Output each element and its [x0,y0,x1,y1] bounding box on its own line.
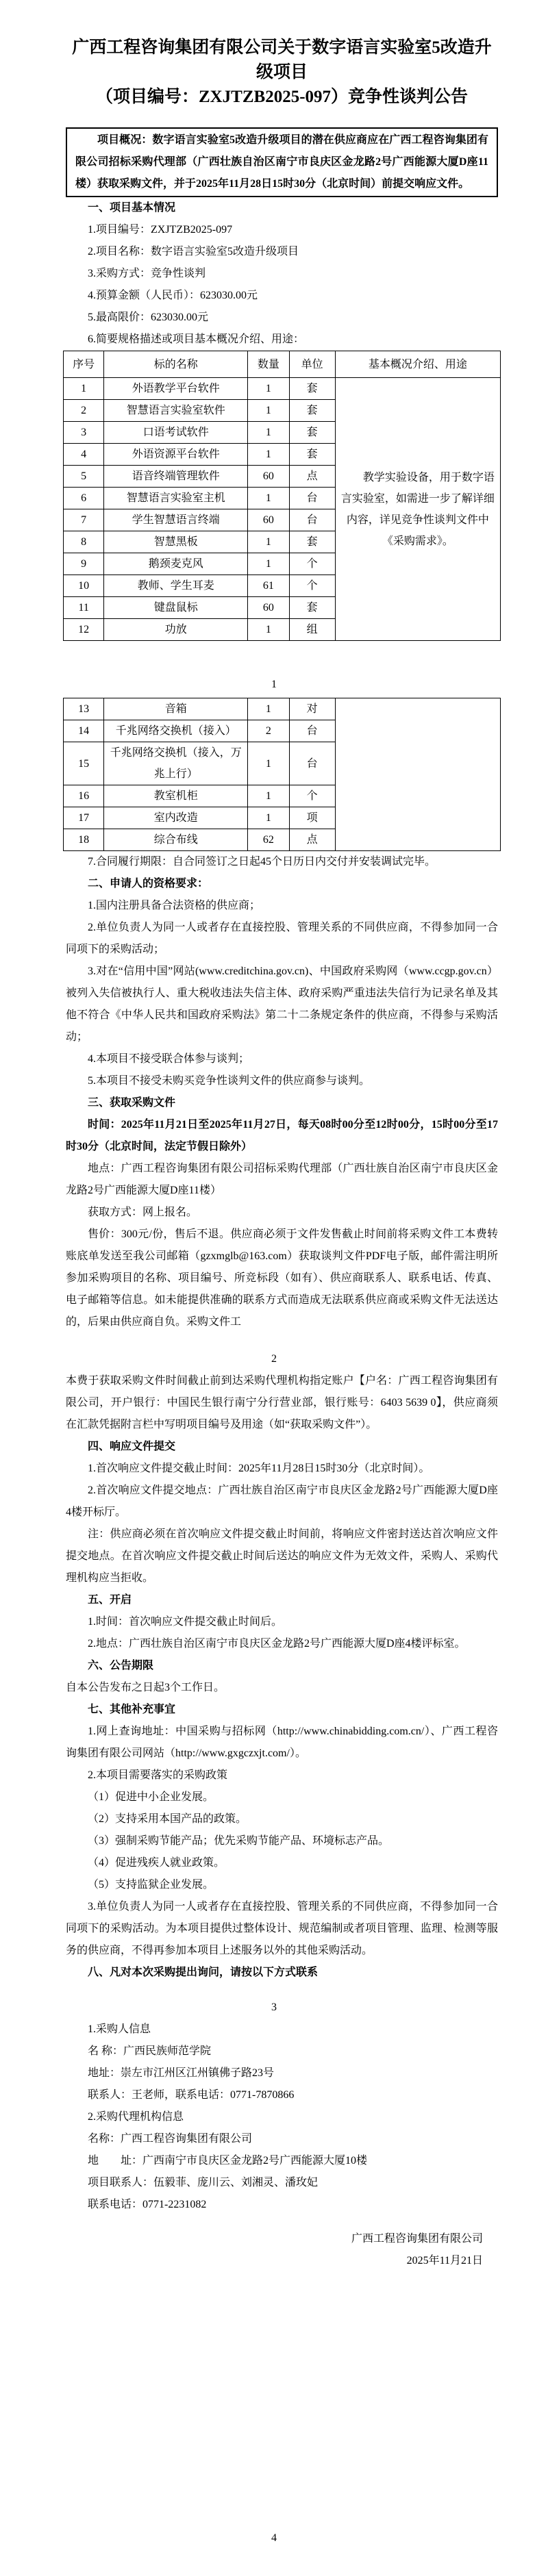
title-line-1: 广西工程咨询集团有限公司关于数字语言实验室5改造升级项目 [72,38,492,81]
cell-name: 综合布线 [104,829,248,851]
cell-seq: 14 [64,720,104,742]
qualification-item-5: 5.本项目不接受未购买竞争性谈判文件的供应商参与谈判。 [88,1075,371,1087]
page-number: 1 [271,679,277,690]
obtain-time: 时间：2025年11月21日至2025年11月27日，每天08时00分至12时00分，15时00分至17时30分（北京时间，法定节假日除外） [66,1119,498,1152]
submission-place: 2.首次响应文件提交地点：广西壮族自治区南宁市良庆区金龙路2号广西能源大厦D座4楼开标厅。 [66,1485,498,1518]
cell-seq: 18 [64,829,104,851]
cell-qty: 1 [248,531,289,553]
table-row [64,378,501,400]
cell-unit: 台 [289,509,335,531]
cell-name: 外语教学平台软件 [104,378,248,400]
cell-seq: 7 [64,509,104,531]
agency-name: 名称：广西工程咨询集团有限公司 [88,2133,253,2145]
cell-unit: 个 [289,575,335,597]
cell-unit: 套 [289,597,335,619]
policy-item-4: （4）促进残疾人就业政策。 [88,1857,225,1869]
cell-unit: 套 [289,400,335,422]
cell-qty: 1 [248,488,289,509]
cell-unit: 点 [289,466,335,488]
col-header-seq: 序号 [64,351,104,378]
cell-seq: 12 [64,619,104,641]
submission-deadline: 1.首次响应文件提交截止时间：2025年11月28日15时30分（北京时间）。 [88,1463,430,1474]
agency-info-label: 2.采购代理机构信息 [88,2111,184,2123]
cell-unit: 对 [289,698,335,720]
cell-name: 语音终端管理软件 [104,466,248,488]
cell-unit: 个 [289,553,335,575]
agency-contacts: 项目联系人：伍毅菲、庞川云、刘湘灵、潘玫妃 [88,2177,319,2188]
policy-item-1: （1）促进中小企业发展。 [88,1791,214,1803]
cell-qty: 1 [248,378,289,400]
cell-name: 教室机柜 [104,785,248,807]
col-header-qty: 数量 [248,351,289,378]
cell-seq: 4 [64,444,104,466]
col-header-desc: 基本概况介绍、用途 [335,351,500,378]
cell-qty: 1 [248,400,289,422]
table-header-row [64,351,501,378]
cell-unit: 项 [289,807,335,829]
policy-item-3: （3）强制采购节能产品；优先采购节能产品、环境标志产品。 [88,1835,390,1847]
section-5-heading: 五、开启 [88,1594,132,1606]
qualification-item-1: 1.国内注册具备合法资格的供应商； [88,900,261,911]
cell-seq: 5 [64,466,104,488]
obtain-method: 获取方式：网上报名。 [88,1207,198,1218]
cell-qty: 2 [248,720,289,742]
cell-name: 口语考试软件 [104,422,248,444]
doc-price-paragraph-part2: 本费于获取采购文件时间截止前到达采购代理机构指定账户【户名：广西工程咨询集团有限公司，开户银行：中国民生银行南宁分行营业部，银行账号：6403 5639 0】，供应商须在汇款凭据附言栏中写明项目编号及用途（如“获取采购文件”）。 [66,1375,498,1430]
signature-date: 2025年11月21日 [406,2255,483,2266]
cell-unit: 台 [289,742,335,785]
cell-unit: 套 [289,378,335,400]
cell-seq: 1 [64,378,104,400]
title-line-2: （项目编号：ZXJTZB2025-097）竞争性谈判公告 [95,88,469,106]
cell-unit: 套 [289,422,335,444]
cell-unit: 套 [289,531,335,553]
opening-place: 2.地点：广西壮族自治区南宁市良庆区金龙路2号广西能源大厦D座4楼评标室。 [88,1638,466,1650]
cell-qty: 1 [248,553,289,575]
cell-qty: 1 [248,422,289,444]
cell-name: 千兆网络交换机（接入，万兆上行） [104,742,248,785]
section-2-heading: 二、申请人的资格要求： [88,878,209,889]
submission-note: 注：供应商必须在首次响应文件提交截止时间前，将响应文件密封送达首次响应文件提交地点。在首次响应文件提交截止时间后送达的响应文件为无效文件，采购人、采购代理机构应当拒收。 [66,1528,498,1584]
cell-name: 外语资源平台软件 [104,444,248,466]
qualification-item-4: 4.本项目不接受联合体参与谈判； [88,1053,250,1065]
purchaser-name: 名 称：广西民族师范学院 [88,2045,212,2057]
cell-name: 室内改造 [104,807,248,829]
cell-seq: 9 [64,553,104,575]
purchaser-address: 地址：崇左市江州区江州镇佛子路23号 [88,2067,275,2079]
purchaser-info-label: 1.采购人信息 [88,2023,151,2035]
col-header-name: 标的名称 [104,351,248,378]
policy-item-5: （5）支持监狱企业发展。 [88,1879,214,1891]
cell-name: 教师、学生耳麦 [104,575,248,597]
cell-qty: 1 [248,619,289,641]
cell-qty: 1 [248,785,289,807]
goods-table-page-2 [63,698,501,851]
max-price: 5.最高限价：623030.00元 [88,312,209,323]
cell-unit: 套 [289,444,335,466]
table-row [64,698,501,720]
obtain-place: 地点：广西工程咨询集团有限公司招标采购代理部（广西壮族自治区南宁市良庆区金龙路2号广西能源大厦D座11楼） [66,1163,498,1196]
cell-seq: 3 [64,422,104,444]
table-note-cell-empty [335,698,500,851]
section-4-heading: 四、响应文件提交 [88,1441,176,1452]
section-6-heading: 六、公告期限 [88,1660,154,1671]
cell-name: 学生智慧语言终端 [104,509,248,531]
section-3-heading: 三、获取采购文件 [88,1097,176,1109]
page-title [66,36,498,110]
cell-qty: 60 [248,509,289,531]
section-8-heading: 八、凡对本次采购提出询问，请按以下方式联系 [88,1967,319,1978]
procurement-method: 3.采购方式：竞争性谈判 [88,268,206,279]
cell-name: 智慧黑板 [104,531,248,553]
page-number: 4 [271,2532,277,2544]
cell-unit: 个 [289,785,335,807]
cell-seq: 8 [64,531,104,553]
online-query-address: 1.网上查询地址：中国采购与招标网（http://www.chinabidding.com.cn/）、广西工程咨询集团有限公司网站（http://www.gxgczxjt.com/）。 [66,1726,498,1759]
page-number: 3 [271,2002,277,2013]
announcement-period-text: 自本公告发布之日起3个工作日。 [66,1682,225,1693]
cell-name: 智慧语言实验室软件 [104,400,248,422]
cell-seq: 13 [64,698,104,720]
cell-name: 键盘鼠标 [104,597,248,619]
cell-unit: 台 [289,488,335,509]
contract-period: 7.合同履行期限：自合同签订之日起45个日历日内交付并安装调试完毕。 [88,856,436,868]
cell-seq: 11 [64,597,104,619]
project-number: 1.项目编号：ZXJTZB2025-097 [88,224,233,236]
goods-table-page-1 [63,351,501,641]
purchaser-contact: 联系人：王老师，联系电话：0771-7870866 [88,2089,295,2101]
spec-intro-label: 6.简要规格描述或项目基本概况介绍、用途： [88,333,305,345]
cell-qty: 60 [248,597,289,619]
agency-phone: 联系电话：0771-2231082 [88,2199,207,2210]
cell-seq: 17 [64,807,104,829]
cell-name: 音箱 [104,698,248,720]
qualification-item-2: 2.单位负责人为同一人或者存在直接控股、管理关系的不同供应商，不得参加同一合同项下的采购活动； [66,922,498,955]
project-overview-box [66,127,498,197]
cell-name: 鹅颈麦克风 [104,553,248,575]
procurement-policy-label: 2.本项目需要落实的采购政策 [88,1769,228,1781]
agency-address: 地 址：广西南宁市良庆区金龙路2号广西能源大厦10楼 [88,2155,368,2167]
cell-unit: 台 [289,720,335,742]
signature-company: 广西工程咨询集团有限公司 [351,2233,483,2245]
project-name: 2.项目名称：数字语言实验室5改造升级项目 [88,246,299,257]
cell-seq: 15 [64,742,104,785]
budget-amount: 4.预算金额（人民币）：623030.00元 [88,290,258,301]
policy-item-2: （2）支持采用本国产品的政策。 [88,1813,247,1825]
opening-time: 1.时间：首次响应文件提交截止时间后。 [88,1616,283,1628]
cell-qty: 1 [248,444,289,466]
cell-qty: 61 [248,575,289,597]
table-note-cell: 教学实验设备，用于数字语言实验室，如需进一步了解详细内容，详见竞争性谈判文件中《采购需求》。 [335,378,500,641]
cell-name: 功放 [104,619,248,641]
cell-qty: 60 [248,466,289,488]
other-item-3: 3.单位负责人为同一人或者存在直接控股、管理关系的不同供应商，不得参加同一合同项下的采购活动。为本项目提供过整体设计、规范编制或者项目管理、监理、检测等服务的供应商，不得再参加本项目上述服务以外的其他采购活动。 [66,1901,498,1956]
cell-qty: 1 [248,698,289,720]
cell-qty: 1 [248,742,289,785]
page-number: 2 [271,1353,277,1365]
cell-seq: 16 [64,785,104,807]
cell-name: 智慧语言实验室主机 [104,488,248,509]
cell-seq: 6 [64,488,104,509]
qualification-item-3: 3.对在“信用中国”网站(www.creditchina.gov.cn)、中国政府采购网（www.ccgp.gov.cn）被列入失信被执行人、重大税收违法失信主体、政府采购严重违法失信行为记录名单及其他不符合《中华人民共和国政府采购法》第二十二条规定条件的供应商，不得参与采购活动； [66,965,498,1043]
cell-name: 千兆网络交换机（接入） [104,720,248,742]
cell-seq: 2 [64,400,104,422]
project-overview-text: 项目概况：数字语言实验室5改造升级项目的潜在供应商应在广西工程咨询集团有限公司招标采购代理部（广西壮族自治区南宁市良庆区金龙路2号广西能源大厦D座11楼）获取采购文件，并于2025年11月28日15时30分（北京时间）前提交响应文件。 [75,134,488,190]
cell-qty: 62 [248,829,289,851]
signature-block [66,2228,498,2272]
cell-unit: 点 [289,829,335,851]
cell-unit: 组 [289,619,335,641]
section-1-heading: 一、项目基本情况 [88,202,176,214]
cell-qty: 1 [248,807,289,829]
cell-seq: 10 [64,575,104,597]
doc-price-paragraph-part1: 售价：300元/份，售后不退。供应商必须于文件发售截止时间前将采购文件工本费转账底单发送至我公司邮箱（gzxmglb@163.com）获取谈判文件PDF电子版，邮件需注明所参加采购项目的名称、项目编号、所竞标段（如有）、供应商联系人、联系电话、传真、电子邮箱等信息。如未能提供准确的联系方式而造成无法联系供应商或采购文件无法送达的，后果由供应商自负。采购文件工 [66,1228,498,1328]
section-7-heading: 七、其他补充事宜 [88,1704,176,1715]
col-header-unit: 单位 [289,351,335,378]
